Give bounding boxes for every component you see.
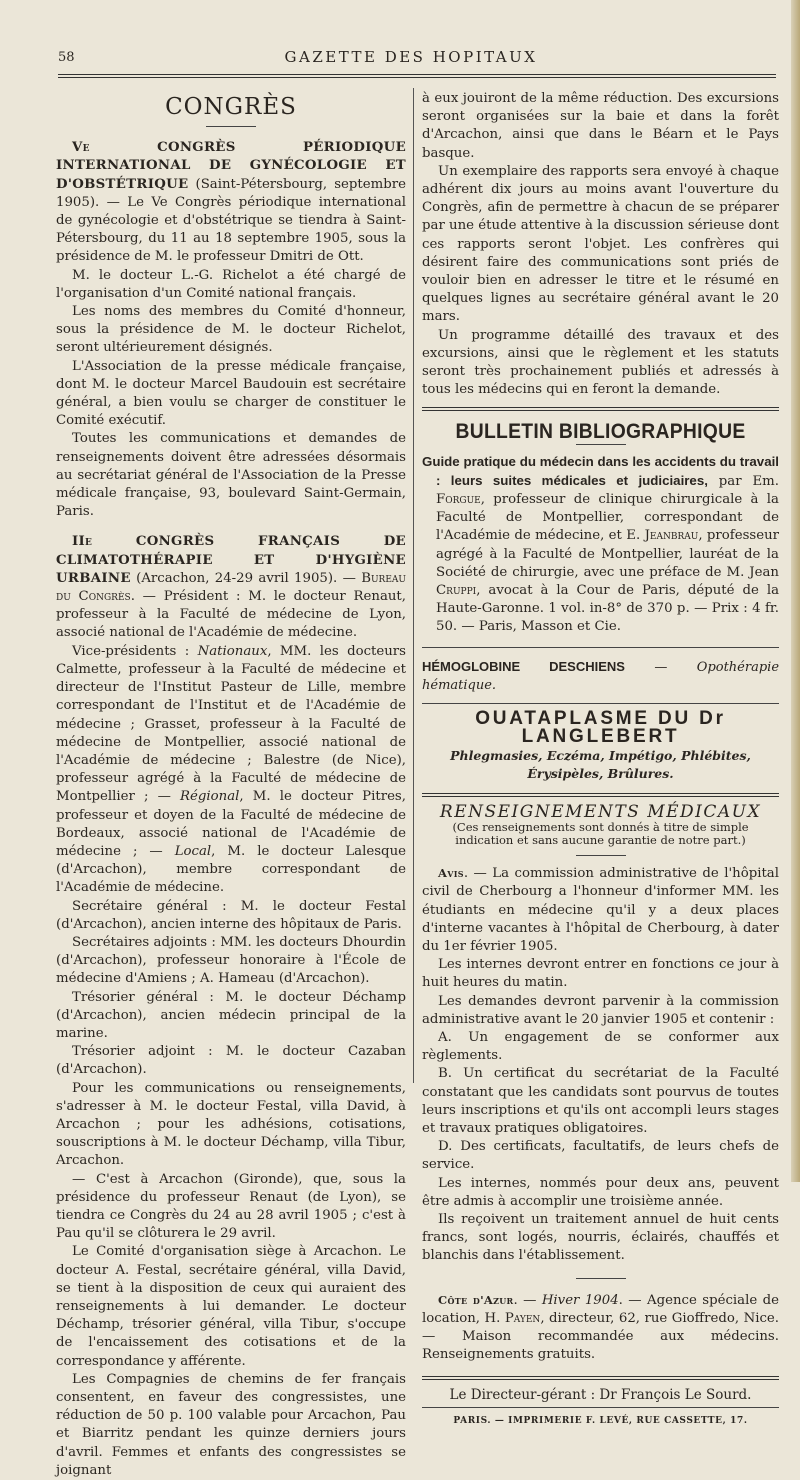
paragraph: Les internes devront entrer en fonctions ce jour à huit heures du matin. xyxy=(422,957,779,991)
page-number: 58 xyxy=(58,50,75,65)
footer-rule xyxy=(422,1376,779,1380)
paragraph: à eux jouiront de la même réduction. Des excursions seront organisées sur la baie et dans la forêt d'Arcachon, ainsi que dans le Béarn et le Pays basque. xyxy=(422,91,779,161)
paragraph-text: par Em. xyxy=(707,473,779,489)
separator: . — xyxy=(513,1292,542,1308)
paragraph: Un exemplaire des rapports sera envoyé à chaque adhérent dix jours au moins avant l'ouverture du Congrès, afin de permettre à chacun de se préparer par une étude attentive à la discussion sérieuse dont ces rapports seront l'objet. Les confrères qui désirent faire des communications sont priés de vouloir bien en adresser le titre et le résumé en quelques lignes au secrétaire général avant le 20 mars. xyxy=(422,163,779,325)
author-name: Jeanbrau xyxy=(644,528,699,544)
paragraph-text: , professeur agrégé à la Faculté de Montpellier, lauréat de la Société de chirurgie, avec une préface de M. Jean xyxy=(436,528,780,580)
ouataplasme-title: OUATAPLASME DU Dr LANGLEBERT xyxy=(475,708,726,748)
bureau-label: Bureau du Congrès xyxy=(56,570,406,605)
paragraph-text: (Saint-Pétersbourg, septembre 1905). — Le Ve Congrès périodique international de gynécologie et d'obstétrique se tiendra à Saint-Pétersbourg, du 11 au 18 septembre 1905, sous la présidence de M. le professeur Dmitri de Ott. xyxy=(56,176,406,265)
avis-label: Avis xyxy=(438,866,464,881)
paragraph-text: Vice-présidents : xyxy=(72,643,198,659)
title-rule xyxy=(206,126,256,127)
separator: — xyxy=(624,659,697,675)
paragraph: Pour les communications ou renseignements, s'adresser à M. le docteur Festal, villa David, à Arcachon ; pour les adhésions, cotisations, souscriptions à M. le docteur Déchamp, villa Tibur, Arcachon. xyxy=(56,1080,406,1169)
paragraph: Les noms des membres du Comité d'honneur, sous la présidence de M. le docteur Richelot, seront ultérieurement désignés. xyxy=(56,304,406,356)
separator-rule xyxy=(576,1278,626,1279)
paragraph-text: , professeur de clinique chirurgicale à la Faculté de Montpellier, correspondant de l'Académie de médecine, et E. xyxy=(436,492,779,544)
section-title-renseignements: RENSEIGNEMENTS MÉDICAUX xyxy=(439,801,762,822)
product-desc: Opothérapie hématique. xyxy=(422,659,780,693)
section-title-bulletin: BULLETIN BIBLIOGRAPHIQUE xyxy=(455,420,746,444)
ad-rule xyxy=(422,647,779,648)
book-entry xyxy=(422,453,779,637)
author-name: Cruppi xyxy=(436,583,477,599)
paragraph: Les demandes devront parvenir à la commission administrative avant le 20 janvier 1905 et contenir : xyxy=(422,993,779,1027)
paragraph-text: , M. le docteur Lalesque (d'Arcachon), membre correspondant de l'Académie de médecine. xyxy=(56,843,407,896)
paragraph: L'Association de la presse médicale française, dont M. le docteur Marcel Baudouin est secrétaire général, a bien voulu se charger de constituer le Comité exécutif. xyxy=(56,358,406,429)
left-column xyxy=(56,92,406,1480)
italic-label: Nationaux xyxy=(197,643,268,659)
italic-label: Hiver 1904 xyxy=(541,1292,619,1308)
author-name: Forgue xyxy=(436,492,481,508)
section-title-congres: CONGRÈS xyxy=(165,94,297,120)
imprimerie-line: PARIS. — IMPRIMERIE F. LEVÉ, RUE CASSETTE, 17. xyxy=(453,1415,748,1426)
paragraph-text: . — Agence spéciale de location, H. xyxy=(422,1292,779,1326)
right-column xyxy=(422,90,779,1430)
paragraph: M. le docteur L.-G. Richelot a été chargé de l'organisation d'un Comité national français. xyxy=(56,267,406,301)
hemoglobine-ad xyxy=(422,658,779,695)
paragraph: B. Un certificat du secrétariat de la Faculté constatant que les candidats sont pourvus de toutes leurs inscriptions et qu'ils ont accompli leurs stages et travaux pratiques obligatoires. xyxy=(422,1066,779,1136)
cote-label: Côte d'Azur xyxy=(438,1292,514,1307)
title-rule xyxy=(576,444,626,445)
ad-rule xyxy=(422,703,779,704)
paragraph: — C'est à Arcachon (Gironde), que, sous la présidence du professeur Renaut (de Lyon), se tiendra ce Congrès du 24 au 28 avril 1905 ; c'est à Pau qu'il se clôturera le 29 avril. xyxy=(56,1171,406,1242)
cote-azur-paragraph xyxy=(422,1291,779,1365)
title-rule xyxy=(576,855,626,856)
paragraph-text: , avocat à la Cour de Paris, député de la Haute-Garonne. 1 vol. in-8° de 370 p. — Prix : 4 fr. 50. — Paris, Masson et Cie. xyxy=(436,583,779,635)
paragraph-text: , directeur, 62, rue Gioffredo, Nice. — Maison recommandée aux médecins. Renseignements gratuits. xyxy=(422,1310,779,1363)
section-rule xyxy=(422,407,779,411)
gerant-line: Le Directeur-gérant : Dr François Le Sourd. xyxy=(449,1387,752,1404)
congres-heading: IIe CONGRÈS FRANÇAIS DE CLIMATOTHÉRAPIE ET D'HYGIÈNE URBAINE xyxy=(56,534,406,586)
paragraph: Les Compagnies de chemins de fer français consentent, en faveur des congressistes, une réduction de 50 p. 100 valable pour Arcachon, Pau et Biarritz pendant les quinze derniers jours d'avril. Femmes et enfants des congressistes se joignant xyxy=(56,1371,406,1478)
column-divider xyxy=(413,88,414,1083)
page-edge xyxy=(791,0,800,1182)
journal-title: GAZETTE DES HOPITAUX xyxy=(284,48,538,66)
paragraph-text: (Arcachon, 24-29 avril 1905). — xyxy=(130,570,362,586)
paragraph: D. Des certificats, facultatifs, de leurs chefs de service. xyxy=(422,1139,779,1173)
paragraph: A. Un engagement de se conformer aux règlements. xyxy=(422,1029,779,1064)
vice-presidents-paragraph xyxy=(56,643,406,898)
ouataplasme-subtitle: Phlegmasies, Eczéma, Impétigo, Phlébites, Érysipèles, Brûlures. xyxy=(450,747,751,781)
paragraph-text: . — La commission administrative de l'hôpital civil de Cherbourg a l'honneur d'informer MM. les étudiants en médecine qu'il y a deux places d'interne vacantes à l'hôpital de Cherbourg, à dater du 1er février 1905. xyxy=(422,866,779,954)
paragraph: Les internes, nommés pour deux ans, peuvent être admis à accomplir une troisième année. xyxy=(422,1175,779,1209)
avis-paragraph xyxy=(422,864,779,956)
paragraph: Ils reçoivent un traitement annuel de huit cents francs, sont logés, nourris, éclairés, chauffés et blanchis dans l'établissement. xyxy=(422,1211,779,1264)
paragraph: Trésorier général : M. le docteur Déchamp (d'Arcachon), ancien médecin principal de la marine. xyxy=(56,989,406,1041)
page-header xyxy=(52,46,770,70)
paragraph-text: , MM. les docteurs Calmette, professeur à la Faculté de médecine et directeur de l'Institut Pasteur de Lille, membre correspondant de l'Institut et de l'Académie de médecine ; Grasset, professeur à la Faculté de médecine de Montpellier, associé national de l'Académie de médecine ; Balestre (de Nice), professeur agrégé à la Faculté de médecine de Montpellier ; — xyxy=(56,643,406,805)
paragraph: Le Comité d'organisation siège à Arcachon. Le docteur A. Festal, secrétaire général, villa David, se tient à la disposition de ceux qui auraient des renseignements à lui demander. Le docteur Déchamp, trésorier général, villa Tibur, s'occupe de l'encaissement des cotisations et de la correspondance y afférente. xyxy=(56,1244,406,1369)
footer-rule xyxy=(422,1407,779,1408)
paragraph: Secrétaire général : M. le docteur Festal (d'Arcachon), ancien interne des hôpitaux de Paris. xyxy=(56,898,406,932)
paragraph: Un programme détaillé des travaux et des excursions, ainsi que le règlement et les statuts seront très prochainement publiés et adressés à tous les médecins qui en feront la demande. xyxy=(422,327,779,398)
director-name: Payen xyxy=(504,1310,541,1326)
renseignements-note: (Ces renseignements sont donnés à titre de simple indication et sans aucune garantie de notre part.) xyxy=(452,820,749,848)
congres-climato-paragraph xyxy=(56,533,406,642)
paragraph: Secrétaires adjoints : MM. les docteurs Dhourdin (d'Arcachon), professeur honoraire à l'École de médecine d'Amiens ; A. Hameau (d'Arcachon). xyxy=(56,934,406,987)
congres-gyneco-paragraph xyxy=(56,139,406,266)
header-rule xyxy=(58,74,776,78)
book-title: Guide pratique du médecin dans les accidents du travail : leurs suites médicales et judiciaires, xyxy=(422,453,779,488)
italic-label: Local xyxy=(174,843,212,859)
paragraph-text: . — Président : M. le docteur Renaut, professeur à la Faculté de médecine de Lyon, associé national de l'Académie de médecine. xyxy=(56,589,407,641)
congres-heading: Ve CONGRÈS PÉRIODIQUE INTERNATIONAL DE GYNÉCOLOGIE ET D'OBSTÉTRIQUE xyxy=(56,140,406,192)
product-name: HÉMOGLOBINE DESCHIENS xyxy=(422,658,625,674)
section-rule xyxy=(422,793,779,797)
paragraph-text: , M. le docteur Pitres, professeur et doyen de la Faculté de médecine de Bordeaux, associé national de l'Académie de médecine ; — xyxy=(56,789,406,859)
paragraph: Trésorier adjoint : M. le docteur Cazaban (d'Arcachon). xyxy=(56,1044,406,1078)
italic-label: Régional xyxy=(180,789,240,805)
paragraph: Toutes les communications et demandes de renseignements doivent être adressées désormais au secrétariat général de l'Association de la Presse médicale française, 93, boulevard Saint-Germain, Paris. xyxy=(56,431,406,520)
